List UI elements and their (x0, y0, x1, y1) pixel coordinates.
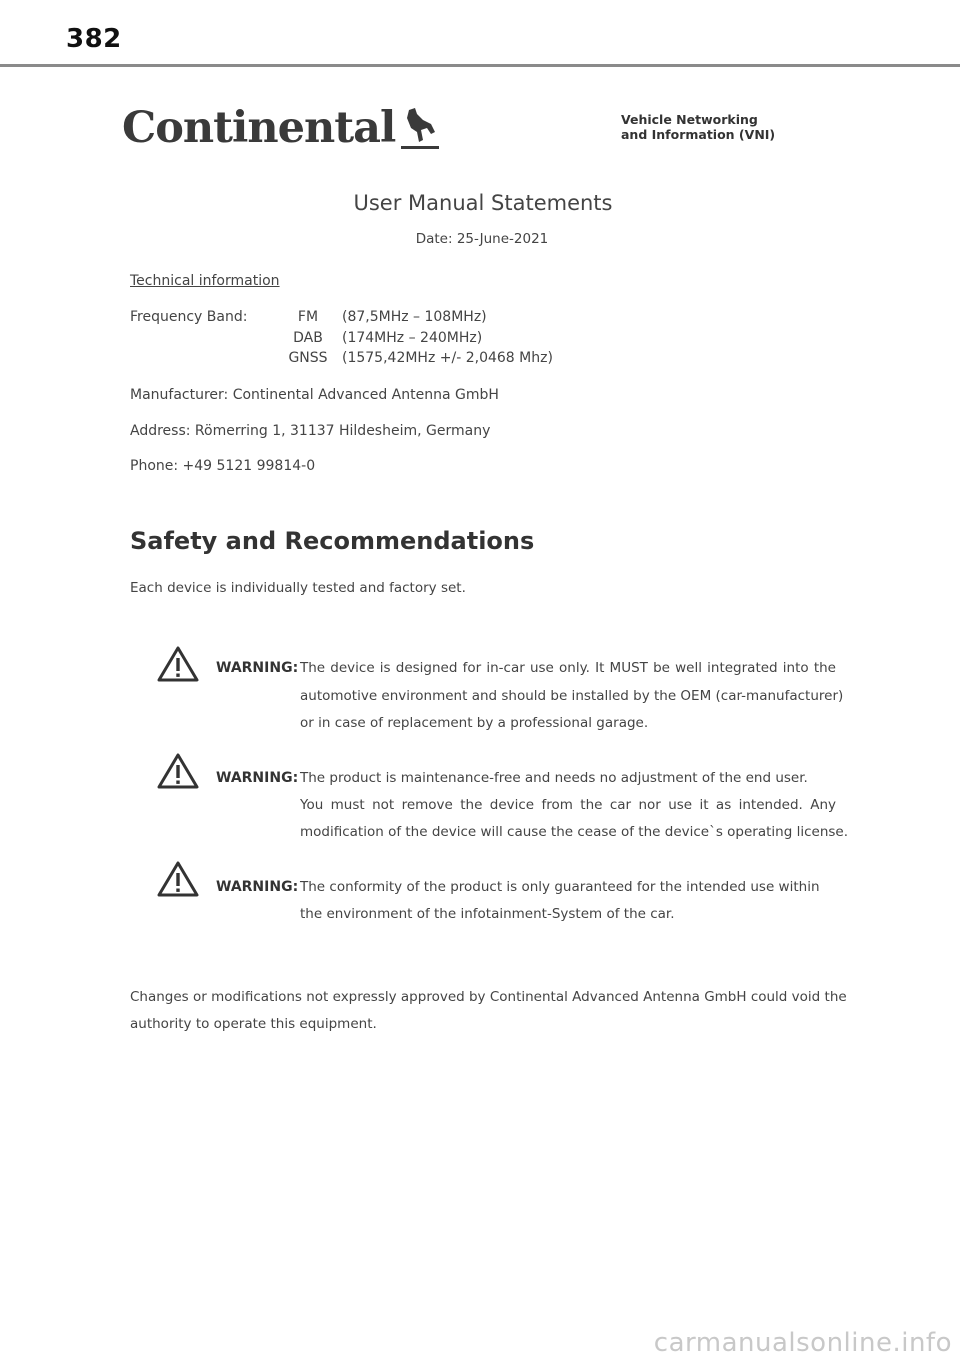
continental-logo (122, 100, 441, 156)
horse-icon (397, 106, 441, 152)
brand-wordmark: Continental (122, 103, 396, 153)
address: Address: Römerring 1, 31137 Hildesheim, Germany (130, 423, 491, 439)
warning-label: WARNING: (216, 770, 299, 786)
warning-icon (156, 860, 200, 898)
technical-heading: Technical information (130, 273, 280, 289)
warning-icon (156, 645, 200, 683)
band-range: (87,5MHz – 108MHz) (342, 309, 487, 325)
warning-text-line: automotive environment and should be installed by the OEM (car-manufacturer) (300, 688, 844, 704)
phone: Phone: +49 5121 99814-0 (130, 458, 316, 474)
warning-text-line: the environment of the infotainment-System of the car. (300, 906, 675, 922)
band-range: (174MHz – 240MHz) (342, 330, 483, 346)
warning-label: WARNING: (216, 879, 299, 895)
division-line-1: Vehicle Networking (621, 112, 758, 127)
band-name: GNSS (288, 350, 328, 366)
warning-text-line: modification of the device will cause the cease of the device`s operating license. (300, 824, 849, 840)
frequency-label: Frequency Band: (130, 309, 248, 325)
warning-text-line: or in case of replacement by a professional garage. (300, 715, 649, 731)
manufacturer: Manufacturer: Continental Advanced Antenna GmbH (130, 387, 499, 403)
safety-intro: Each device is individually tested and factory set. (130, 580, 466, 596)
division-line-2: and Information (VNI) (621, 127, 776, 142)
document-title: User Manual Statements (353, 191, 613, 215)
fcc-notice-line-1: Changes or modifications not expressly approved by Continental Advanced Antenna GmbH could void the (130, 989, 847, 1005)
safety-heading: Safety and Recommendations (130, 527, 535, 555)
warning-label: WARNING: (216, 660, 299, 676)
warning-text-line: The device is designed for in-car use only. It MUST be well integrated into the (300, 660, 836, 676)
band-name: DAB (293, 330, 323, 346)
header-rule (0, 64, 960, 67)
warning-text-line: You must not remove the device from the car nor use it as intended. Any (300, 797, 836, 813)
band-range: (1575,42MHz +/- 2,0468 Mhz) (342, 350, 553, 366)
warning-icon (156, 752, 200, 790)
watermark: carmanualsonline.info (653, 1328, 952, 1358)
fcc-notice-line-2: authority to operate this equipment. (130, 1016, 377, 1032)
division-name (621, 112, 775, 142)
warning-text-line: The product is maintenance-free and needs no adjustment of the end user. (300, 770, 808, 786)
page-number: 382 (66, 24, 122, 54)
document-date: Date: 25-June-2021 (415, 231, 549, 247)
band-name: FM (297, 309, 319, 325)
warning-text-line: The conformity of the product is only guaranteed for the intended use within (300, 879, 820, 895)
